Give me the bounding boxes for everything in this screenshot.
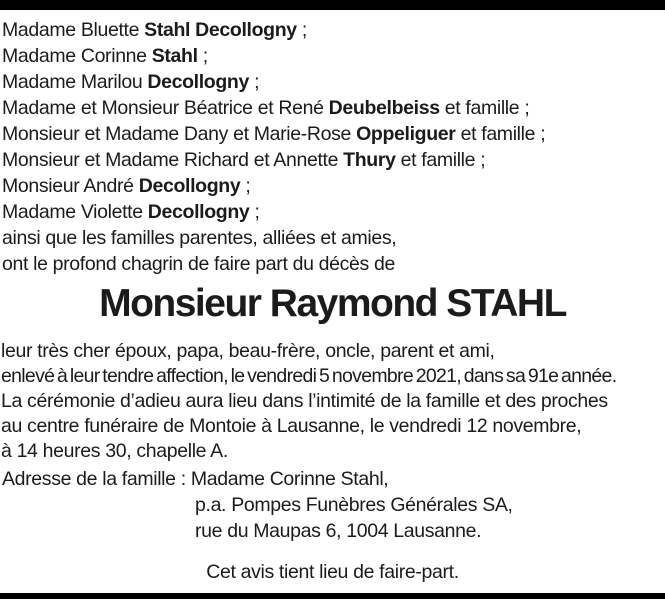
family-name: Thury [343,149,396,171]
bereaved-name-line [2,121,665,147]
family-name: Stahl Decollogny [144,19,297,41]
name-prefix: Madame Marilou [2,71,148,93]
name-suffix: et famille ; [439,97,530,119]
address-line [2,466,665,492]
bereaved-name-line [2,173,665,199]
family-name: Oppeliguer [356,123,456,145]
body-line: leur très cher époux, papa, beau-frère, oncle, parent et ami, [1,340,495,362]
top-border-bar [0,0,665,10]
bereaved-name-line [2,147,665,173]
name-prefix: Monsieur et Madame Richard et Annette [2,149,344,171]
bereaved-name-line [2,43,665,69]
family-name: Decollogny [147,201,250,223]
name-prefix: Monsieur et Madame Dany et Marie-Rose [2,123,357,145]
family-name: Stahl [151,45,198,67]
bereaved-name-line [2,17,665,43]
address-line: p.a. Pompes Funèbres Générales SA, [195,494,513,516]
name-suffix: ; [197,45,208,67]
name-prefix: Madame Corinne [2,45,152,67]
family-name: Deubelbeiss [328,97,440,119]
name-suffix: ; [249,201,260,223]
notice-body [1,339,665,464]
body-line: La cérémonie d’adieu aura lieu dans l’intimité de la famille et des proches [1,390,608,412]
family-name: Decollogny [147,71,249,93]
body-line: au centre funéraire de Montoie à Lausanne, le vendredi 12 novembre, [1,415,582,437]
bereaved-name-line [2,199,665,225]
bereaved-name-line [2,95,665,121]
name-suffix: et famille ; [455,123,546,145]
name-prefix: Monsieur André [2,175,139,197]
deceased-name-title: Monsieur Raymond STAHL [99,282,566,325]
name-prefix: Madame et Monsieur Béatrice et René [2,97,329,119]
bereaved-name-line [2,69,665,95]
name-suffix: ; [296,19,307,41]
family-name: Decollogny [138,175,241,197]
name-suffix: ; [249,71,260,93]
family-address-block [2,466,665,544]
name-prefix: Madame Bluette [2,19,145,41]
body-line: à 14 heures 30, chapelle A. [1,440,228,462]
intro-line: ont le profond chagrin de faire part du décès de [2,253,395,275]
address-label: Adresse de la famille : [2,468,191,490]
name-prefix: Madame Violette [2,201,148,223]
intro-line: ainsi que les familles parentes, alliées et amies, [2,227,397,249]
bottom-border-bar [0,593,665,599]
notice-footer: Cet avis tient lieu de faire-part. [206,561,459,583]
name-suffix: ; [240,175,251,197]
bereaved-names-list [2,17,665,277]
body-line: enlevé à leur tendre affection, le vendredi 5 novembre 2021, dans sa 91e année. [1,365,617,387]
address-contact-name: Madame Corinne Stahl, [190,468,389,490]
name-suffix: et famille ; [395,149,486,171]
address-line: rue du Maupas 6, 1004 Lausanne. [195,520,482,542]
